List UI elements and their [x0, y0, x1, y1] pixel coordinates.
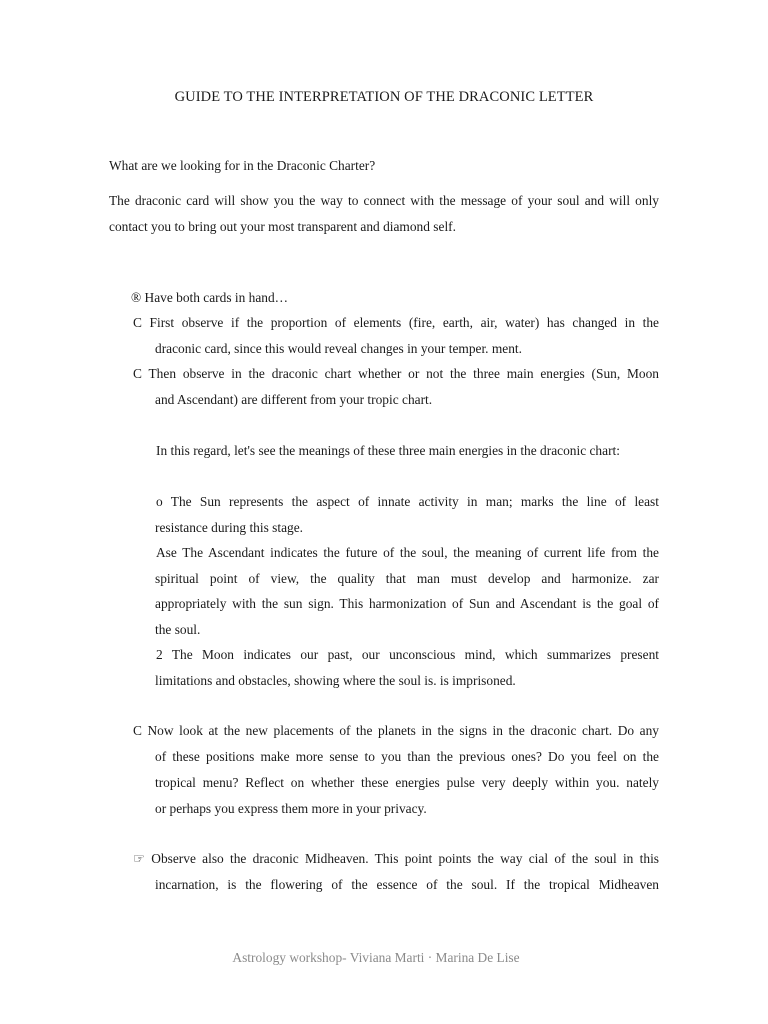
ascendant-line-1: Ase The Ascendant indicates the future of the soul, the meaning of current life from the [156, 545, 659, 560]
step-placements-line-4: or perhaps you express them more in your privacy. [155, 801, 427, 816]
intro-line-1: The draconic card will show you the way to connect with the message of your soul and will only [109, 193, 659, 208]
step-placements-line-1: C Now look at the new placements of the planets in the signs in the draconic chart. Do any [133, 723, 659, 738]
step-elements-line-2: draconic card, since this would reveal changes in your temper. ment. [155, 341, 522, 356]
intro-line-2: contact you to bring out your most transparent and diamond self. [109, 219, 456, 234]
sun-line-2: resistance during this stage. [155, 520, 304, 535]
step-placements-line-3: tropical menu? Reflect on whether these energies pulse very deeply within you. nately [155, 775, 659, 790]
document-title: GUIDE TO THE INTERPRETATION OF THE DRACONIC LETTER [174, 89, 594, 105]
step-energies-line-2: and Ascendant) are different from your tropic chart. [155, 392, 433, 407]
regard-paragraph: In this regard, let's see the meanings of these three main energies in the draconic chart: [156, 443, 620, 458]
section-question: What are we looking for in the Draconic Charter? [109, 158, 376, 173]
page-footer: Astrology workshop- Viviana Marti · Marina De Lise [232, 950, 520, 965]
moon-line-2: limitations and obstacles, showing where the soul is. is imprisoned. [155, 673, 516, 688]
step-elements-line-1: C First observe if the proportion of elements (fire, earth, air, water) has changed in the [133, 315, 659, 330]
moon-line-1: 2 The Moon indicates our past, our unconscious mind, which summarizes present [156, 647, 659, 662]
ascendant-line-2: spiritual point of view, the quality that man must develop and harmonize. zar [155, 571, 659, 586]
step-have-both-cards: ® Have both cards in hand… [131, 290, 289, 305]
ascendant-line-4: the soul. [155, 622, 201, 637]
step-energies-line-1: C Then observe in the draconic chart whether or not the three main energies (Sun, Moon [133, 366, 659, 381]
step-midheaven-line-2: incarnation, is the flowering of the essence of the soul. If the tropical Midheaven [155, 877, 659, 892]
step-placements-line-2: of these positions make more sense to you than the previous ones? Do you feel on the [155, 749, 659, 764]
ascendant-line-3: appropriately with the sun sign. This harmonization of Sun and Ascendant is the goal of [155, 596, 659, 611]
sun-line-1: o The Sun represents the aspect of innate activity in man; marks the line of least [156, 494, 659, 509]
step-midheaven-line-1: ☞ Observe also the draconic Midheaven. This point points the way cial of the soul in this [133, 851, 659, 866]
